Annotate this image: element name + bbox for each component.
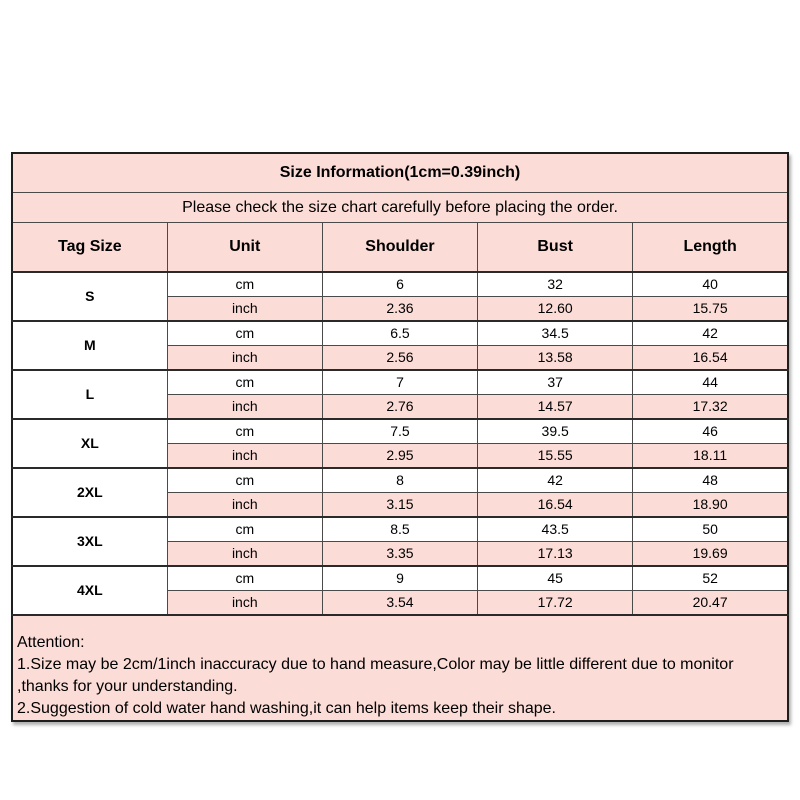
table-row-s-cm: [12, 272, 788, 297]
value-cell: 39.5: [478, 419, 633, 444]
value-cell: 7: [322, 370, 477, 395]
value-cell: 16.54: [478, 493, 633, 518]
unit-cell: inch: [167, 395, 322, 420]
unit-cell: cm: [167, 321, 322, 346]
value-cell: 9: [322, 566, 477, 591]
value-cell: 7.5: [322, 419, 477, 444]
unit-cell: inch: [167, 493, 322, 518]
unit-cell: inch: [167, 346, 322, 371]
tag-cell-2xl: 2XL: [12, 468, 167, 517]
value-cell: 50: [633, 517, 788, 542]
table-row-l-cm: [12, 370, 788, 395]
value-cell: 8: [322, 468, 477, 493]
header-cell-shoulder: Shoulder: [322, 223, 477, 273]
value-cell: 2.95: [322, 444, 477, 469]
value-cell: 3.54: [322, 591, 477, 616]
table-row-2xl-cm: [12, 468, 788, 493]
subtitle-text: Please check the size chart carefully before placing the order.: [12, 193, 788, 223]
value-cell: 17.13: [478, 542, 633, 567]
value-cell: 2.76: [322, 395, 477, 420]
value-cell: 2.56: [322, 346, 477, 371]
value-cell: 46: [633, 419, 788, 444]
value-cell: 6: [322, 272, 477, 297]
value-cell: 45: [478, 566, 633, 591]
value-cell: 6.5: [322, 321, 477, 346]
value-cell: 37: [478, 370, 633, 395]
size-chart-table: [11, 152, 789, 722]
value-cell: 43.5: [478, 517, 633, 542]
attention-row: [12, 615, 788, 721]
table-row-xl-cm: [12, 419, 788, 444]
value-cell: 3.35: [322, 542, 477, 567]
value-cell: 42: [478, 468, 633, 493]
unit-cell: inch: [167, 542, 322, 567]
page-title: Size Information(1cm=0.39inch): [12, 153, 788, 193]
tag-cell-3xl: 3XL: [12, 517, 167, 566]
value-cell: 18.90: [633, 493, 788, 518]
table-row-m-cm: [12, 321, 788, 346]
value-cell: 40: [633, 272, 788, 297]
value-cell: 20.47: [633, 591, 788, 616]
value-cell: 8.5: [322, 517, 477, 542]
unit-cell: cm: [167, 566, 322, 591]
value-cell: 13.58: [478, 346, 633, 371]
value-cell: 3.15: [322, 493, 477, 518]
tag-cell-l: L: [12, 370, 167, 419]
value-cell: 18.11: [633, 444, 788, 469]
value-cell: 17.72: [478, 591, 633, 616]
attention-text: [13, 616, 787, 720]
attention-line-2: ,thanks for your understanding.: [17, 678, 238, 695]
header-cell-tag-size: Tag Size: [12, 223, 167, 273]
value-cell: 14.57: [478, 395, 633, 420]
value-cell: 16.54: [633, 346, 788, 371]
table-row-3xl-cm: [12, 517, 788, 542]
value-cell: 52: [633, 566, 788, 591]
unit-cell: cm: [167, 419, 322, 444]
header-cell-unit: Unit: [167, 223, 322, 273]
column-header-row: [12, 223, 788, 273]
header-cell-length: Length: [633, 223, 788, 273]
unit-cell: inch: [167, 591, 322, 616]
unit-cell: cm: [167, 370, 322, 395]
header-cell-bust: Bust: [478, 223, 633, 273]
title-row: [12, 153, 788, 193]
value-cell: 2.36: [322, 297, 477, 322]
tag-cell-m: M: [12, 321, 167, 370]
attention-heading: Attention:: [17, 634, 85, 651]
table-row-4xl-cm: [12, 566, 788, 591]
attention-block: [12, 615, 788, 721]
value-cell: 15.75: [633, 297, 788, 322]
unit-cell: cm: [167, 517, 322, 542]
tag-cell-s: S: [12, 272, 167, 321]
attention-line-3: 2.Suggestion of cold water hand washing,it can help items keep their shape.: [17, 700, 556, 717]
unit-cell: cm: [167, 468, 322, 493]
unit-cell: inch: [167, 444, 322, 469]
subtitle-row: [12, 193, 788, 223]
unit-cell: inch: [167, 297, 322, 322]
value-cell: 48: [633, 468, 788, 493]
value-cell: 12.60: [478, 297, 633, 322]
value-cell: 15.55: [478, 444, 633, 469]
value-cell: 17.32: [633, 395, 788, 420]
value-cell: 44: [633, 370, 788, 395]
tag-cell-4xl: 4XL: [12, 566, 167, 615]
value-cell: 34.5: [478, 321, 633, 346]
unit-cell: cm: [167, 272, 322, 297]
attention-line-1: 1.Size may be 2cm/1inch inaccuracy due to hand measure,Color may be little different due to monitor: [17, 656, 734, 673]
tag-cell-xl: XL: [12, 419, 167, 468]
value-cell: 19.69: [633, 542, 788, 567]
value-cell: 42: [633, 321, 788, 346]
value-cell: 32: [478, 272, 633, 297]
